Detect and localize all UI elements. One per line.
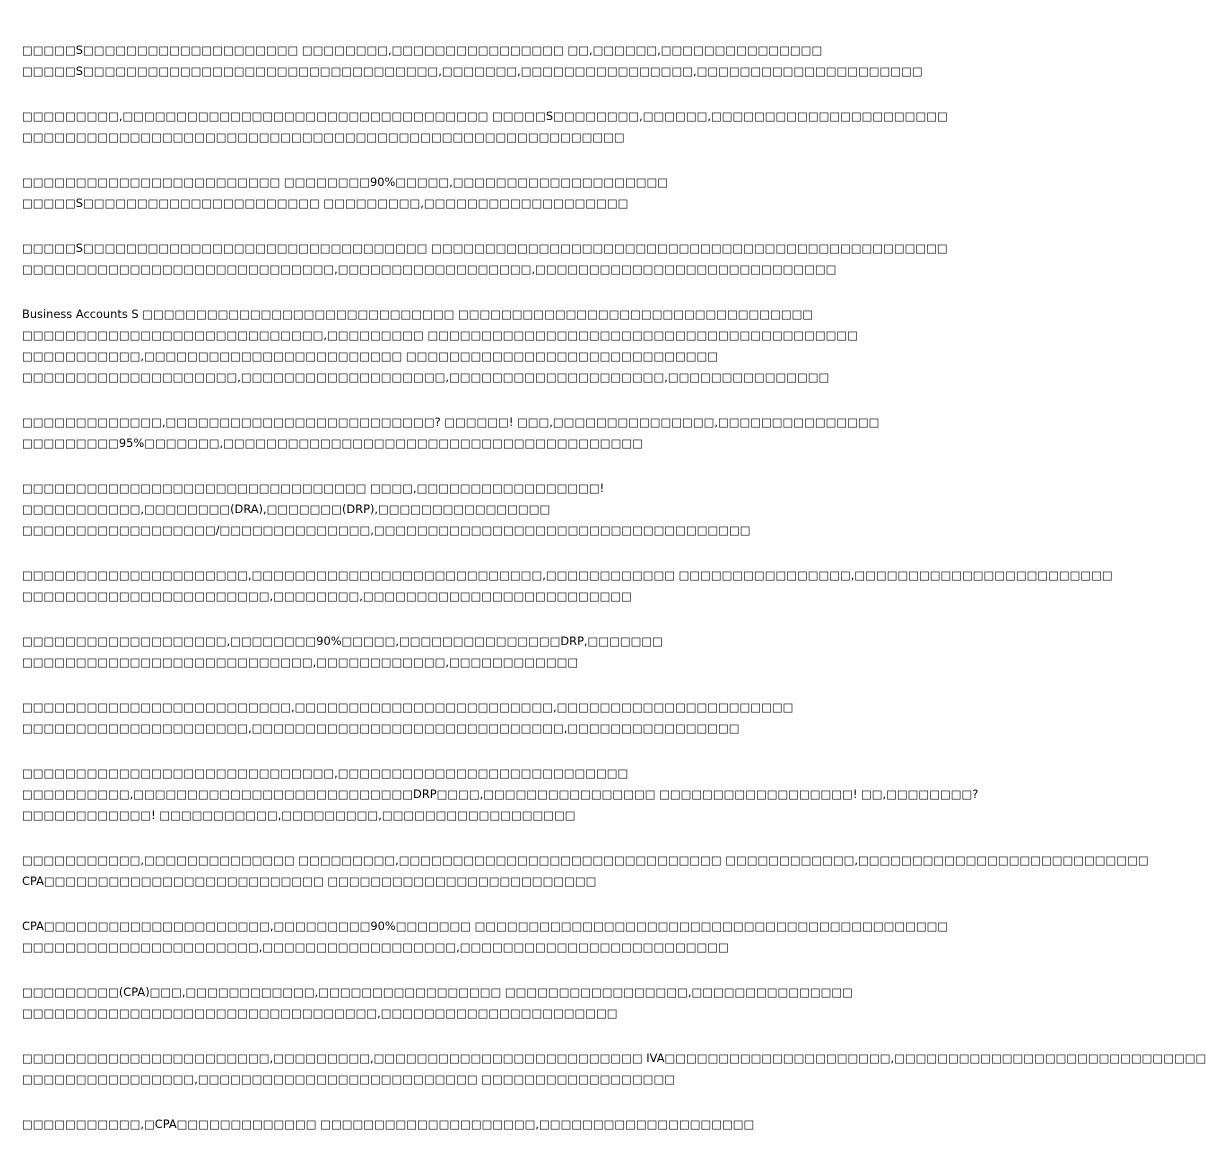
paragraph	[22, 238, 948, 280]
text-line: CPA□□□□□□□□□□□□□□□□□□□□□□□□□□ □□□□□□□□□□□□□□□□□□□□□□□□□	[22, 874, 597, 888]
text-line: □□□□□□□□□□□□! □□□□□□□□□□□,□□□□□□□□□,□□□□□□□□□□□□□□□□□□	[22, 808, 576, 822]
paragraph	[22, 631, 698, 673]
paragraph	[22, 850, 1149, 892]
paragraph	[22, 304, 858, 388]
text-line: □□□□□S□□□□□□□□□□□□□□□□□□□□ □□□□□□□□,□□□□□□□□□□□□□□□□ □□,□□□□□□,□□□□□□□□□□□□□□□	[22, 43, 823, 57]
text-line: □□□□□□□□□□□□□□□□□□□□□□,□□□□□□□□□□□□□□□□□□,□□□□□□□□□□□□□□□□□□□□□□□□□	[22, 940, 729, 954]
text-line: □□□□□□□□□(CPA)□□□,□□□□□□□□□□□□,□□□□□□□□□□□□□□□□□ □□□□□□□□□□□□□□□□□,□□□□□□□□□□□□□□□	[22, 985, 853, 999]
text-line: □□□□□□□□□□□□□□□□□□□□□□□□□□□□,□□□□□□□□□ □□□□□□□□□□□□□□□□□□□□□□□□□□□□□□□□□□□□□□□□	[22, 328, 858, 342]
paragraph	[22, 106, 948, 148]
paragraph	[22, 1048, 1206, 1090]
text-line: □□□□□□□□□□□□□□□□,□□□□□□□□□□□□□□□□□□□□□□□□□□ □□□□□□□□□□□□□□□□□□	[22, 1072, 675, 1086]
paragraph	[22, 916, 949, 958]
text-line: □□□□□□□□□□□,□□□□□□□□□□□□□□□□□□□□□□□□ □□□□□□□□□□□□□□□□□□□□□□□□□□□□□	[22, 349, 719, 363]
text-line: □□□□□□□□□95%□□□□□□□,□□□□□□□□□□□□□□□□□□□□□□□□□□□□□□□□□□□□□□□	[22, 436, 643, 450]
text-line: □□□□□S□□□□□□□□□□□□□□□□□□□□□□□□□□□□□□□□□,□□□□□□□,□□□□□□□□□□□□□□□□,□□□□□□□□□□□□□□□□□□□□□	[22, 64, 923, 78]
text-line: □□□□□□□□□□□□□□□□□□□□□□□□□□□□□,□□□□□□□□□□□□□□□□□□□□□□□□□□□	[22, 766, 629, 780]
text-line: CPA□□□□□□□□□□□□□□□□□□□□□,□□□□□□□□□90%□□□□□□□ □□□□□□□□□□□□□□□□□□□□□□□□□□□□□□□□□□□□□□□□□□□□	[22, 919, 949, 933]
text-line: □□□□□□□□□□□□□□□□□□□□□,□□□□□□□□□□□□□□□□□□□□□□□□□□□□□,□□□□□□□□□□□□□□□□	[22, 721, 740, 735]
paragraph	[22, 1114, 755, 1135]
paragraph	[22, 172, 698, 214]
paragraph	[22, 697, 794, 739]
text-line: □□□□□S□□□□□□□□□□□□□□□□□□□□□□□□□□□□□□□□ □□□□□□□□□□□□□□□□□□□□□□□□□□□□□□□□□□□□□□□□□□□□□□□□	[22, 241, 948, 255]
paragraph	[22, 412, 880, 454]
text-line: □□□□□□□□□□□□□,□□□□□□□□□□□□□□□□□□□□□□□□□? □□□□□□! □□□,□□□□□□□□□□□□□□□,□□□□□□□□□□□□□□□	[22, 415, 880, 429]
text-line: □□□□□S□□□□□□□□□□□□□□□□□□□□□□ □□□□□□□□□,□□□□□□□□□□□□□□□□□□□	[22, 196, 629, 210]
text-line: □□□□□□□□□,□□□□□□□□□□□□□□□□□□□□□□□□□□□□□□□□□□ □□□□□S□□□□□□□□,□□□□□□,□□□□□□□□□□□□□□□□□□□□□□	[22, 109, 948, 123]
text-line: □□□□□□□□□□□□□□□□□□□□□□□,□□□□□□□□,□□□□□□□□□□□□□□□□□□□□□□□□□	[22, 589, 632, 603]
paragraph	[22, 40, 923, 82]
paragraph	[22, 478, 751, 541]
text-line: □□□□□□□□□□□□□□□□□□□□□□□□□□□□□□□□□,□□□□□□□□□□□□□□□□□□□□□□	[22, 1006, 618, 1020]
document-body	[22, 40, 1206, 1159]
text-line: □□□□□□□□□□□□□□□□□□□□□□□□□□□□□□□□ □□□□,□□□□□□□□□□□□□□□□□!	[22, 481, 605, 495]
text-line: □□□□□□□□□□□□□□□□□□/□□□□□□□□□□□□□□,□□□□□□□□□□□□□□□□□□□□□□□□□□□□□□□□□□□	[22, 523, 751, 537]
paragraph	[22, 763, 979, 826]
text-line: □□□□□□□□□□,□□□□□□□□□□□□□□□□□□□□□□□□□□DRP□□□□,□□□□□□□□□□□□□□□□ □□□□□□□□□□□□□□□□□□! □□,□□□□□□□□?	[22, 787, 979, 801]
text-line: □□□□□□□□□□□□□□□□□□□□□,□□□□□□□□□□□□□□□□□□□□□□□□□□□,□□□□□□□□□□□□ □□□□□□□□□□□□□□□□,□□□□□□□□□□□□□□□□□□□□□□□□	[22, 568, 1113, 582]
text-line: □□□□□□□□□□□,□□□□□□□□□□□□□□ □□□□□□□□□,□□□□□□□□□□□□□□□□□□□□□□□□□□□□□□ □□□□□□□□□□□□,□□□□□□□□□□□□□□□□□□□□□□□□□□□	[22, 853, 1149, 867]
text-line: □□□□□□□□□□□□□□□□□□□□□□□□□,□□□□□□□□□□□□□□□□□□□□□□□□,□□□□□□□□□□□□□□□□□□□□□□	[22, 700, 794, 714]
text-line: □□□□□□□□□□□□□□□□□□□,□□□□□□□□90%□□□□□,□□□□□□□□□□□□□□□DRP,□□□□□□□	[22, 634, 663, 648]
text-line: □□□□□□□□□□□,□CPA□□□□□□□□□□□□□ □□□□□□□□□□□□□□□□□□□□,□□□□□□□□□□□□□□□□□□□□	[22, 1117, 755, 1131]
paragraph	[22, 982, 853, 1024]
text-line: □□□□□□□□□□□□□□□□□□□□□□□,□□□□□□□□□,□□□□□□□□□□□□□□□□□□□□□□□□□ IVA□□□□□□□□□□□□□□□□□□□□□,□□□□□□□□□□□□□□□□□□□□□□□□□□□□□	[22, 1051, 1206, 1065]
text-line: □□□□□□□□□□□□□□□□□□□□,□□□□□□□□□□□□□□□□□□□,□□□□□□□□□□□□□□□□□□□□,□□□□□□□□□□□□□□□	[22, 370, 830, 384]
text-line: □□□□□□□□□□□□□□□□□□□□□□□□ □□□□□□□□90%□□□□□,□□□□□□□□□□□□□□□□□□□□	[22, 175, 669, 189]
text-line: □□□□□□□□□□□□□□□□□□□□□□□□□□□□□□□□□□□□□□□□□□□□□□□□□□□□□□□□	[22, 130, 625, 144]
text-line: Business Accounts S □□□□□□□□□□□□□□□□□□□□□□□□□□□□□ □□□□□□□□□□□□□□□□□□□□□□□□□□□□□□□□□	[22, 307, 814, 321]
text-line: □□□□□□□□□□□□□□□□□□□□□□□□□□□□□,□□□□□□□□□□□□□□□□□□,□□□□□□□□□□□□□□□□□□□□□□□□□□□□	[22, 262, 837, 276]
text-line: □□□□□□□□□□□□□□□□□□□□□□□□□□□,□□□□□□□□□□□□,□□□□□□□□□□□□	[22, 655, 579, 669]
text-line: □□□□□□□□□□□,□□□□□□□□(DRA),□□□□□□□(DRP),□□□□□□□□□□□□□□□□	[22, 502, 551, 516]
paragraph	[22, 565, 1113, 607]
